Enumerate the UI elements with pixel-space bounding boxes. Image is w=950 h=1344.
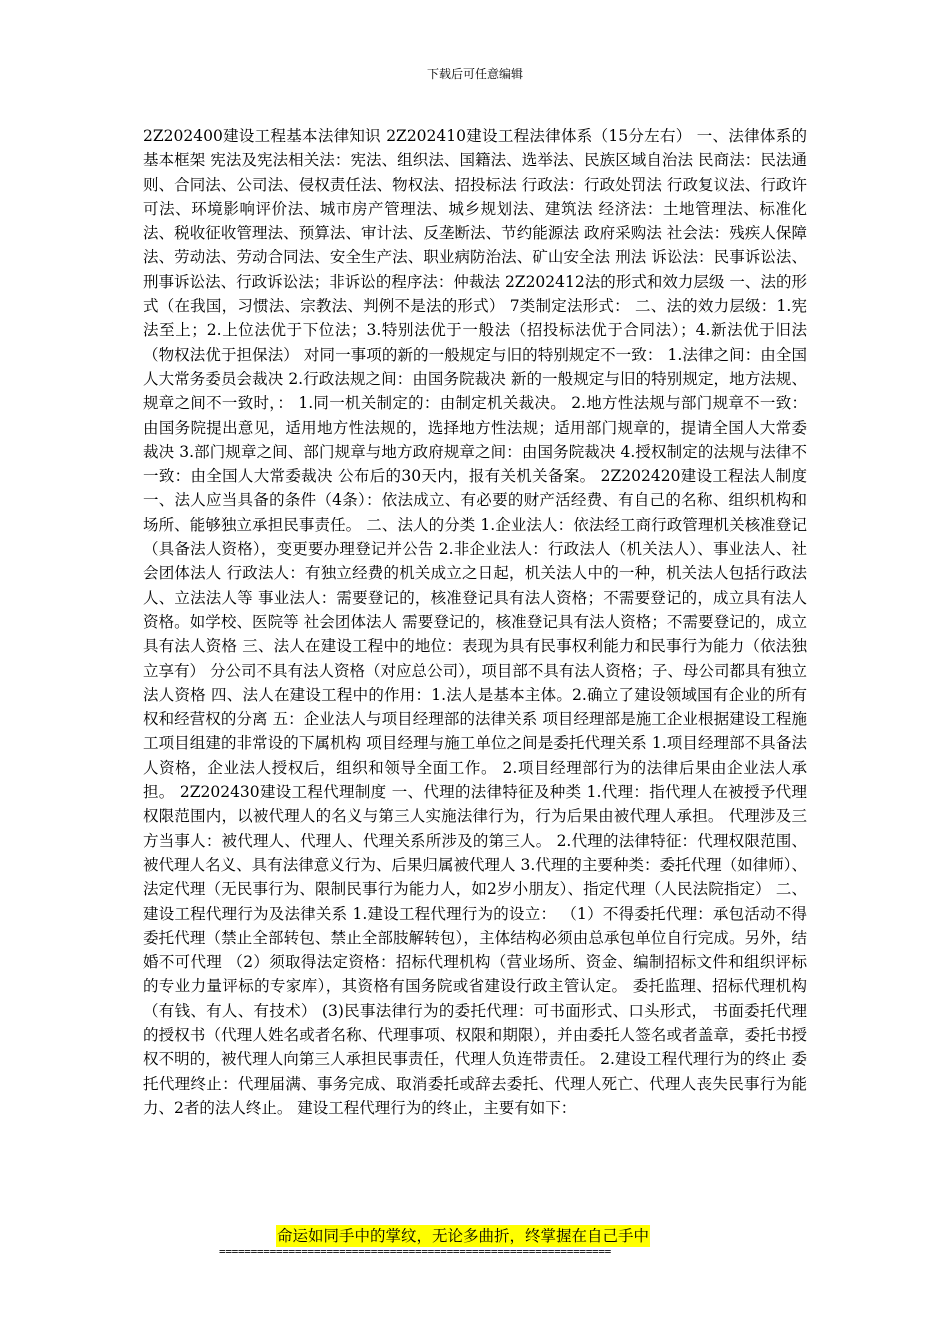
page-header: 下载后可任意编辑 [426, 67, 523, 81]
footer-highlighted-motto: 命运如同手中的掌纹，无论多曲折，终掌握在自己手中 [277, 1227, 650, 1245]
document-body-text: 2Z202400建设工程基本法律知识 2Z202410建设工程法律体系（15分左右） 一、法律体系的基本框架 宪法及宪法相关法：宪法、组织法、国籍法、选举法、民族区域自治法 民商法：民法通则、合同法、公司法、侵权责任法、物权法、招投标法 行政法：行政处罚法 行政复议法、行政许可法、环境影响评价法、城市房产管理法、城乡规划法、建筑法 经济法：土地管理法、标准化法、税收征收管理法、预算法、审计法、反垄断法、节约能源法 政府采购法 社会法：残疾人保障法、劳动法、劳动合同法、安全生产法、职业病防治法、矿山安全法 刑法 诉讼法：民事诉讼法、刑事诉讼法、行政诉讼法；非诉讼的程序法：仲裁法 2Z202412法的形式和效力层级 一、法的形式（在我国，习惯法、宗教法、判例不是法的形式） 7类制定法形式： 二、法的效力层级：1.宪法至上；2.上位法优于下位法；3.特别法优于一般法（招投标法优于合同法）；4.新法优于旧法（物权法优于担保法） 对同一事项的新的一般规定与旧的特别规定不一致： 1.法律之间：由全国人大常务委员会裁决 2.行政法规之间：由国务院裁决 新的一般规定与旧的特别规定，地方法规、规章之间不一致时，： 1.同一机关制定的：由制定机关裁决。 2.地方性法规与部门规章不一致：由国务院提出意见，适用地方性法规的，选择地方性法规；适用部门规章的，提请全国人大常委裁决 3.部门规章之间、部门规章与地方政府规章之间：由国务院裁决 4.授权制定的法规与法律不一致：由全国人大常委裁决 公布后的30天内，报有关机关备案。 2Z202420建设工程法人制度 一、法人应当具备的条件（4条）：依法成立、有必要的财产活经费、有自己的名称、组织机构和场所、能够独立承担民事责任。 二、法人的分类 1.企业法人：依法经工商行政管理机关核准登记（具备法人资格），变更要办理登记并公告 2.非企业法人：行政法人（机关法人）、事业法人、社会团体法人 行政法人：有独立经费的机关成立之日起，机关法人中的一种，机关法人包括行政法人、立法法人等 事业法人：需要登记的，核准登记具有法人资格；不需要登记的，成立具有法人资格。如学校、医院等 社会团体法人 需要登记的，核准登记具有法人资格；不需要登记的，成立具有法人资格 三、法人在建设工程中的地位：表现为具有民事权利能力和民事行为能力（依法独立享有） 分公司不具有法人资格（对应总公司），项目部不具有法人资格；子、母公司都具有独立法人资格 四、法人在建设工程中的作用：1.法人是基本主体。2.确立了建设领域国有企业的所有权和经营权的分离 五：企业法人与项目经理部的法律关系 项目经理部是施工企业根据建设工程施工项目组建的非常设的下属机构 项目经理与施工单位之间是委托代理关系 1.项目经理部不具备法人资格，企业法人授权后，组织和领导全面工作。 2.项目经理部行为的法律后果由企业法人承担。 2Z202430建设工程代理制度 一、代理的法律特征及种类 1.代理：指代理人在被授予代理权限范围内，以被代理人的名义与第三人实施法律行为，行为后果由被代理人承担。 代理涉及三方当事人：被代理人、代理人、代理关系所涉及的第三人。 2.代理的法律特征：代理权限范围、被代理人名义、具有法律意义行为、后果归属被代理人 3.代理的主要种类：委托代理（如律师）、法定代理（无民事行为、限制民事行为能力人，如2岁小朋友）、指定代理（人民法院指定） 二、建设工程代理行为及法律关系 1.建设工程代理行为的设立： （1）不得委托代理：承包活动不得委托代理（禁止全部转包、禁止全部肢解转包），主体结构必须由总承包单位自行完成。另外，结婚不可代理 （2）须取得法定资格：招标代理机构（营业场所、资金、编制招标文件和组织评标的专业力量评标的专家库），其资格有国务院或省建设行政主管认定。 委托监理、招标代理机构（有钱、有人、有技术） (3)民事法律行为的委托代理：可书面形式、口头形式， 书面委托代理的授权书（代理人姓名或者名称、代理事项、权限和期限），并由委托人签名或者盖章，委托书授权不明的，被代理人向第三人承担民事责任，代理人负连带责任。 2.建设工程代理行为的终止 委托代理终止：代理届满、事务完成、取消委托或辞去委托、代理人死亡、代理人丧失民事行为能力、2者的法人终止。 建设工程代理行为的终止，主要有如下： [143, 127, 808, 1117]
footer-separator-rule: ============================================================== [219, 1245, 611, 1258]
